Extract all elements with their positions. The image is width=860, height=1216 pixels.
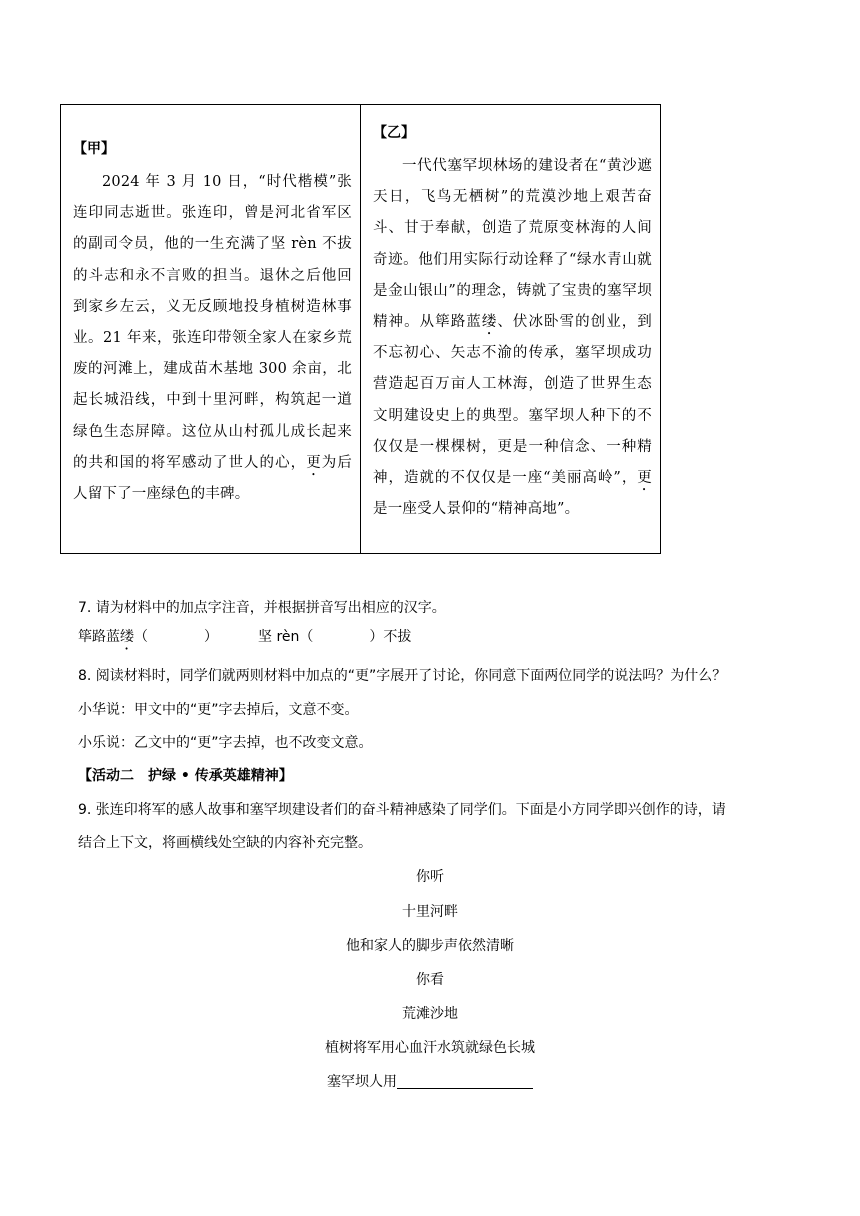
material-jia-text <box>73 167 352 510</box>
material-jia-text-after: 为后人留下了一座绿色的丰碑。 <box>73 454 352 503</box>
q8-xiaohua: 小华说：甲文中的“更”字去掉后，文意不变。 <box>78 702 359 718</box>
q7-stem: 7. 请为材料中的加点字注音，并根据拼音写出相应的汉字。 <box>78 600 446 616</box>
material-yi-text-2: 、伏冰卧雪的创业，到不忘初心、矢志不渝的传承，塞罕坝成功营造起百万亩人工林海，创造了世界生态文明建设史上的典型。塞罕坝人种下的不仅仅是一棵棵树，更是一种信念、一种精神，造就的不仅仅是一座“美丽高岭”， <box>373 314 652 487</box>
q7-item1-paren-open: （ <box>134 629 148 645</box>
q7-answer-blank-2[interactable] <box>313 626 369 653</box>
q7-dotted-char-lv: 缕 <box>120 629 134 645</box>
material-yi-title: 【乙】 <box>373 125 415 141</box>
q7-item2-suffix: ）不拔 <box>369 629 412 645</box>
poem-line-5: 荒滩沙地 <box>402 1006 458 1022</box>
poem-line-4: 你看 <box>416 972 444 988</box>
material-jia-title: 【甲】 <box>73 141 115 157</box>
poem-line-7 <box>0 1071 860 1093</box>
poem-line-3: 他和家人的脚步声依然清晰 <box>346 938 514 954</box>
q8-stem: 8. 阅读材料时，同学们就两则材料中加点的“更”字展开了讨论，你同意下面两位同学的说法吗？为什么？ <box>78 668 727 684</box>
q7-spacer <box>218 626 258 653</box>
q7-item2-prefix: 坚 rèn（ <box>258 629 314 645</box>
poem-line-1: 你听 <box>416 869 444 885</box>
material-yi-text <box>373 151 652 525</box>
poem-line-2: 十里河畔 <box>402 904 458 920</box>
material-yi-text-3: 是一座受人景仰的“精神高地”。 <box>373 501 580 518</box>
q7-item1-paren-close: ） <box>204 629 218 645</box>
dotted-char-lv: 缕 <box>481 314 498 331</box>
poem-answer-blank[interactable] <box>397 1072 533 1089</box>
activity2-heading: 【活动二 护绿 • 传承英雄精神】 <box>78 768 293 784</box>
material-yi <box>361 105 660 553</box>
material-jia-text-before: 2024 年 3 月 10 日，“时代楷模”张连印同志逝世。张连印，曾是河北省军区的副司令员，他的一生充满了坚 rèn 不拔的斗志和永不言败的担当。退休之后他回到家乡左云，义无反顾地投身植树造林事业。21 年来，张连印带领全家人在家乡荒废的河滩上，建成苗木基地 300 余亩，北起长城沿线，中到十里河畔，构筑起一道绿色生态屏障。这位从山村孤儿成长起来的共和国的将军感动了世人的心， <box>73 174 352 471</box>
materials-table <box>60 104 661 554</box>
q9-stem-line2: 结合上下文，将画横线处空缺的内容补充完整。 <box>78 835 372 851</box>
poem-line-7-prefix: 塞罕坝人用 <box>327 1074 397 1090</box>
poem-line-6: 植树将军用心血汗水筑就绿色长城 <box>325 1040 535 1056</box>
q8-xiaole: 小乐说：乙文中的“更”字去掉，也不改变文意。 <box>78 735 373 751</box>
q9-stem-line1: 9. 张连印将军的感人故事和塞罕坝建设者们的奋斗精神感染了同学们。下面是小方同学即兴创作的诗，请 <box>78 802 726 818</box>
material-yi-text-1: 一代代塞罕坝林场的建设者在“黄沙遮天日，飞鸟无栖树”的荒漠沙地上艰苦奋斗、甘于奉献，创造了荒原变林海的人间奇迹。他们用实际行动诠释了“绿水青山就是金山银山”的理念，铸就了宝贵的塞罕坝精神。从筚路蓝 <box>373 158 652 331</box>
material-jia <box>61 105 361 553</box>
q7-answer-blank-1[interactable] <box>148 626 204 653</box>
dotted-char-geng-jia: 更 <box>306 454 322 471</box>
q7-items <box>78 626 411 653</box>
q7-item1-prefix: 筚路蓝 <box>78 629 120 645</box>
dotted-char-geng-yi: 更 <box>637 470 652 487</box>
